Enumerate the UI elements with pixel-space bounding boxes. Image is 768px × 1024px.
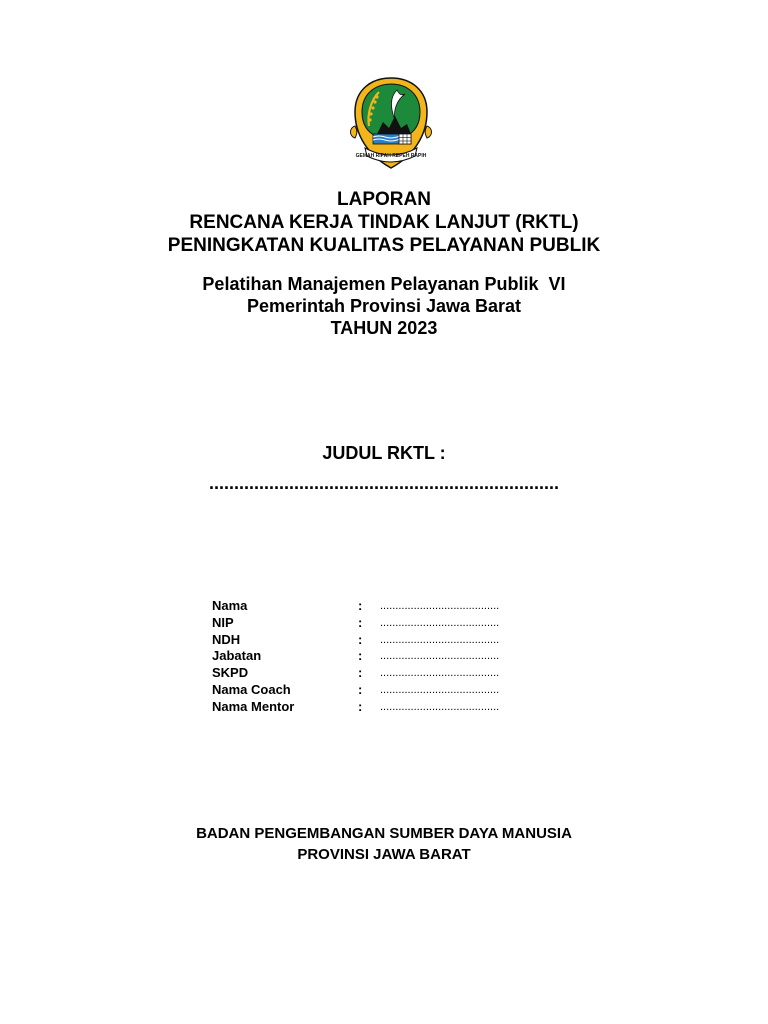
- field-row-skpd: [212, 665, 572, 682]
- field-value: .......................................: [380, 700, 500, 713]
- subtitle-line-2: Pemerintah Provinsi Jawa Barat: [246, 296, 522, 316]
- judul-label: JUDUL RKTL :: [322, 443, 446, 463]
- field-colon: :: [358, 698, 363, 714]
- field-colon: :: [358, 665, 363, 681]
- field-label: NIP: [212, 614, 234, 630]
- field-colon: :: [358, 648, 363, 664]
- subtitle-line-1: Pelatihan Manajemen Pelayanan Publik VI: [202, 274, 566, 294]
- field-label: SKPD: [212, 665, 249, 681]
- field-colon: :: [358, 681, 363, 697]
- title-line-2: RENCANA KERJA TINDAK LANJUT (RKTL): [189, 212, 579, 233]
- field-row-nama-coach: [212, 682, 572, 699]
- field-row-ndh: [212, 632, 572, 649]
- field-value: .......................................: [380, 683, 500, 696]
- field-value: .......................................: [380, 667, 500, 680]
- footer-line-1: BADAN PENGEMBANGAN SUMBER DAYA MANUSIA: [196, 825, 572, 842]
- field-label: NDH: [212, 631, 241, 647]
- field-value: .......................................: [380, 650, 500, 663]
- field-colon: :: [358, 614, 363, 630]
- emblem-motto-text: GEMAH RIPAH REPEH RAPIH: [355, 153, 427, 159]
- field-colon: :: [358, 631, 363, 647]
- jawa-barat-emblem-icon: [349, 76, 433, 172]
- field-row-nama-mentor: [212, 699, 572, 716]
- field-row-nama: [212, 598, 572, 615]
- identity-fields: [212, 598, 572, 716]
- title-line-3: PENINGKATAN KUALITAS PELAYANAN PUBLIK: [167, 235, 601, 256]
- institution-footer: [0, 823, 768, 865]
- subtitle-line-3: TAHUN 2023: [330, 318, 438, 338]
- title-line-1: LAPORAN: [337, 189, 431, 210]
- field-value: .......................................: [380, 616, 500, 629]
- field-colon: :: [358, 598, 363, 613]
- field-value: .......................................: [380, 600, 500, 612]
- report-subtitle: [0, 273, 768, 339]
- field-value: .......................................: [380, 633, 500, 646]
- field-label: Nama Coach: [212, 681, 291, 697]
- judul-placeholder: ......................................................................: [208, 473, 560, 493]
- footer-line-2: PROVINSI JAWA BARAT: [297, 846, 471, 863]
- field-row-jabatan: [212, 648, 572, 665]
- report-title: [0, 188, 768, 257]
- field-label: Nama Mentor: [212, 698, 295, 714]
- field-row-nip: [212, 615, 572, 632]
- field-label: Nama: [212, 598, 248, 613]
- field-label: Jabatan: [212, 648, 262, 664]
